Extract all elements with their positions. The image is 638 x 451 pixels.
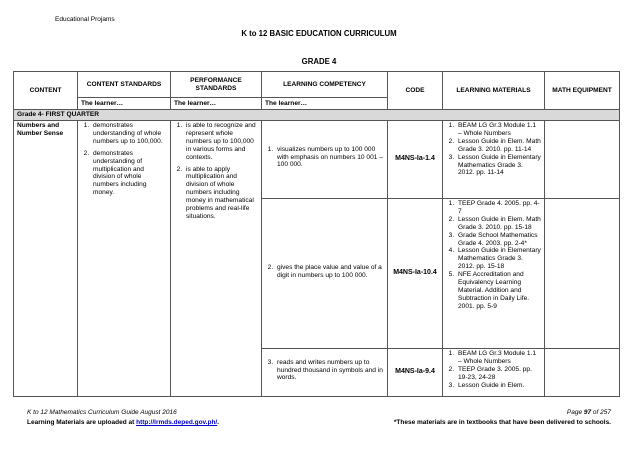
- footer-note: *These materials are in textbooks that have been delivered to schools.: [393, 419, 611, 426]
- material-item: 2. TEEP Grade 3. 2005. pp. 19-23, 24-28: [456, 366, 541, 382]
- materials-cell: [443, 349, 545, 397]
- material-item: 1. BEAM LG Gr.3 Module 1.1 – Whole Numbers: [456, 122, 541, 138]
- material-item: 3. Lesson Guide in Elementary Mathematics Grade 3. 2012. pp. 11-14: [456, 154, 541, 178]
- page-number: [567, 409, 611, 416]
- competency-text: 2. gives the place value and value of a digit in numbers up to 100 000.: [275, 264, 384, 280]
- performance-standard-item: 2. is able to apply multiplication and division of whole numbers including money in mathematical problems and real-life situations.: [184, 166, 258, 221]
- content-standard-item: 1. demonstrates understanding of whole numbers up to 100,000.: [91, 122, 167, 146]
- performance-standard-item: 1. is able to recognize and represent whole numbers up to 100,000 in various forms and contexts.: [184, 122, 258, 162]
- material-item: 1. BEAM LG Gr.3 Module 1.1 – Whole Numbers: [456, 350, 541, 366]
- document-title: K to 12 BASIC EDUCATION CURRICULUM: [241, 29, 397, 38]
- subheader-learner: The learner…: [262, 98, 388, 110]
- material-item: 3. Grade School Mathematics Grade 4. 2003. pp. 2-4*: [456, 232, 541, 248]
- material-item: 2. Lesson Guide in Elem. Math Grade 3. 2010. pp. 11-14: [456, 138, 541, 154]
- curriculum-table: [13, 71, 620, 397]
- math-equipment-cell: [545, 121, 620, 199]
- competency-cell: [262, 349, 388, 397]
- header-math-equipment: MATH EQUIPMENT: [545, 72, 620, 110]
- subheader-learner: The learner…: [78, 98, 171, 110]
- footer-materials: [27, 419, 219, 426]
- material-item: 2. Lesson Guide in Elem. Math Grade 3. 2010. pp. 15-18: [456, 216, 541, 232]
- math-equipment-cell: [545, 199, 620, 349]
- competency-cell: [262, 121, 388, 199]
- competency-text: 1. visualizes numbers up to 100 000 with emphasis on numbers 10 001 – 100 000.: [275, 146, 384, 170]
- performance-standards-cell: [171, 121, 262, 397]
- code-cell: M4NS-Ia-1.4: [388, 121, 443, 199]
- footer-guide: K to 12 Mathematics Curriculum Guide August 2016: [27, 409, 177, 416]
- content-standard-item: 2. demonstrates understanding of multiplication and division of whole numbers including money.: [91, 150, 167, 197]
- content-standards-cell: [78, 121, 171, 397]
- page-current: 97: [583, 409, 592, 416]
- materials-link[interactable]: http://lrmds.deped.gov.ph/: [136, 419, 218, 426]
- code-cell: M4NS-Ia-9.4: [388, 349, 443, 397]
- header-content: CONTENT: [14, 72, 78, 110]
- header-learning-competency: LEARNING COMPETENCY: [262, 72, 388, 98]
- competency-cell: [262, 199, 388, 349]
- header-code: CODE: [388, 72, 443, 110]
- code-cell: M4NS-Ia-10.4: [388, 199, 443, 349]
- math-equipment-cell: [545, 349, 620, 397]
- materials-cell: [443, 121, 545, 199]
- page-prefix: Page: [566, 409, 584, 416]
- material-item: 4. Lesson Guide in Elementary Mathematics Grade 3. 2012. pp. 15-18: [456, 247, 541, 271]
- material-item: 1. TEEP Grade 4. 2005. pp. 4-7: [456, 200, 541, 216]
- materials-cell: [443, 199, 545, 349]
- watermark-text: Educational Projams: [55, 16, 115, 23]
- header-content-standards: CONTENT STANDARDS: [78, 72, 171, 98]
- footer-materials-prefix: Learning Materials are uploaded at: [27, 419, 137, 426]
- page-total: of 257: [591, 409, 611, 416]
- material-item: 5. NFE Accreditation and Equivalency Learning Material. Addition and Subtraction in Daily Life. 2001. pp. 5-9: [456, 271, 541, 311]
- header-performance-standards: PERFORMANCE STANDARDS: [171, 72, 262, 98]
- content-cell: Numbers and Number Sense: [14, 121, 78, 397]
- competency-text: 3. reads and writes numbers up to hundred thousand in symbols and in words.: [275, 359, 384, 383]
- material-item: 3. Lesson Guide in Elem.: [456, 382, 541, 390]
- grade-title: GRADE 4: [301, 57, 337, 66]
- quarter-band: Grade 4- FIRST QUARTER: [14, 110, 620, 121]
- footer-materials-suffix: .: [217, 419, 220, 426]
- subheader-learner: The learner…: [171, 98, 262, 110]
- header-learning-materials: LEARNING MATERIALS: [443, 72, 545, 110]
